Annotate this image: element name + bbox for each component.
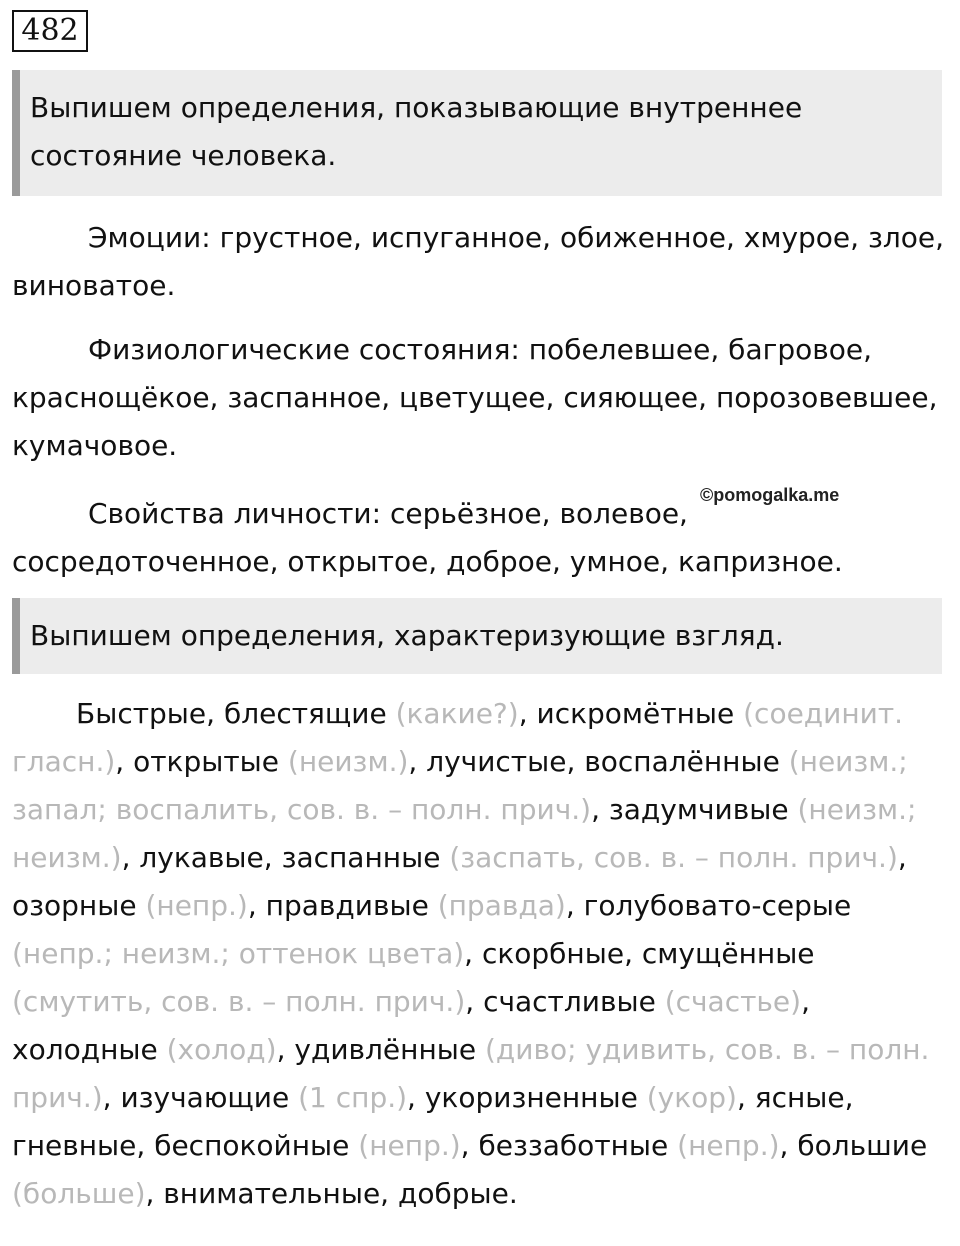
gaze-note: (неизм.) (279, 745, 409, 778)
personality-words: серьёзное, волевое, сосредоточенное, открытое, доброе, умное, капризное. (12, 497, 843, 578)
task-heading-2: Выпишем определения, характеризующие взгляд. (12, 598, 942, 674)
gaze-word: Быстрые, (76, 697, 224, 730)
gaze-word: изучающие (120, 1081, 290, 1114)
gaze-note: (непр.; неизм.; оттенок цвета) (12, 937, 465, 970)
gaze-note: (неизм.; неизм.) (12, 793, 917, 874)
gaze-word: , лучистые, (408, 745, 585, 778)
gaze-note: (заспать, сов. в. – полн. прич.) (440, 841, 898, 874)
gaze-word: , скорбные, (464, 937, 642, 970)
gaze-note: (укор) (637, 1081, 737, 1114)
emotions-label: Эмоции: (88, 221, 211, 254)
gaze-word: , (276, 1033, 295, 1066)
watermark: ©pomogalka.me (700, 485, 840, 505)
gaze-paragraph (12, 690, 947, 1218)
gaze-word: , (801, 985, 810, 1018)
gaze-word: , ясные, гневные, (12, 1081, 854, 1162)
gaze-note: (смутить, сов. в. – полн. прич.) (12, 985, 466, 1018)
gaze-word: , (591, 793, 609, 826)
gaze-word: правдивые (265, 889, 429, 922)
gaze-word: , (102, 1081, 121, 1114)
gaze-note: (1 спр.) (289, 1081, 408, 1114)
physiological-words: побелевшее, багровое, краснощёкое, заспанное, цветущее, сияющее, порозовевшее, кумачовое. (12, 333, 938, 462)
gaze-note: (диво; удивить, сов. в. – полн. прич.) (12, 1033, 930, 1114)
gaze-word: , (115, 745, 134, 778)
emotions-paragraph (12, 214, 947, 310)
gaze-note: (холод) (157, 1033, 277, 1066)
gaze-note: (правда) (428, 889, 566, 922)
gaze-word: , (779, 1129, 798, 1162)
gaze-word: , (518, 697, 537, 730)
gaze-word: , лукавые, (121, 841, 282, 874)
gaze-word: , (247, 889, 266, 922)
gaze-word: удивлённые (294, 1033, 477, 1066)
gaze-note: (непр.) (668, 1129, 780, 1162)
gaze-word: беззаботные (478, 1129, 669, 1162)
personality-label: Свойства личности: (88, 497, 382, 530)
gaze-note: (какие?) (386, 697, 519, 730)
gaze-word: укоризненные (424, 1081, 638, 1114)
gaze-word: , (897, 841, 907, 874)
gaze-word: , (460, 1129, 479, 1162)
gaze-word: блестящие (223, 697, 387, 730)
gaze-note: (больше) (12, 1177, 146, 1210)
gaze-word: открытые (133, 745, 279, 778)
gaze-word: воспалённые (584, 745, 780, 778)
gaze-word: , внимательные, добрые. (145, 1177, 518, 1210)
gaze-word: задумчивые (608, 793, 789, 826)
emotions-words: грустное, испуганное, обиженное, хмурое, злое, виноватое. (12, 221, 944, 302)
gaze-word: , (465, 985, 484, 1018)
gaze-note: (соединит. гласн.) (12, 697, 904, 778)
physiological-label: Физиологические состояния: (88, 333, 520, 366)
gaze-note: (неизм.; запал; воспалить, сов. в. – полн. прич.) (12, 745, 908, 826)
gaze-word: , (407, 1081, 425, 1114)
gaze-word: озорные (12, 889, 137, 922)
gaze-word: искромётные (536, 697, 735, 730)
gaze-note: (непр.) (349, 1129, 461, 1162)
gaze-word: смущённые (641, 937, 815, 970)
gaze-word: , (565, 889, 584, 922)
gaze-word: холодные (12, 1033, 158, 1066)
task-heading-1: Выпишем определения, показывающие внутреннее состояние человека. (12, 70, 942, 196)
exercise-number: 482 (12, 10, 88, 52)
gaze-note: (непр.) (136, 889, 248, 922)
gaze-word: счастливые (483, 985, 656, 1018)
gaze-word: беспокойные (154, 1129, 350, 1162)
physiological-paragraph (12, 326, 947, 470)
gaze-note: (счастье) (655, 985, 802, 1018)
gaze-word: большие (797, 1129, 928, 1162)
gaze-word: голубовато-серые (583, 889, 852, 922)
gaze-word: заспанные (281, 841, 441, 874)
